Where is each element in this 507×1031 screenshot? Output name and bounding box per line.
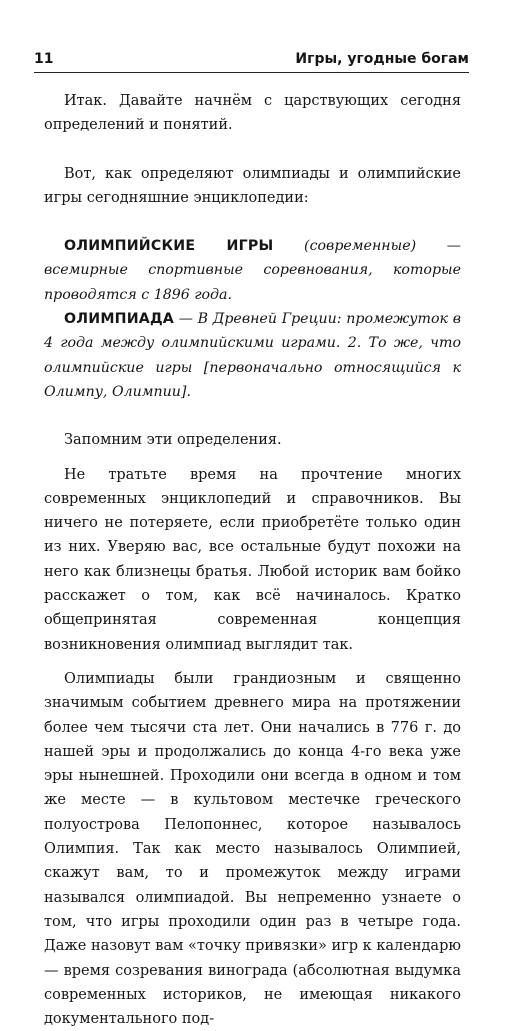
paragraph-remember: Запомним эти определения. xyxy=(64,432,282,449)
paragraph-encyclopedias: Вот, как определяют олимпиады и олимпийские игры сегодняшние энциклопедии: xyxy=(44,165,461,206)
definition-olympic-games xyxy=(44,234,461,307)
paragraph-olympiad-history: Олимпиады были грандиозным и священно значимым событием древнего мира на протяжении более чем тысячи стa лет. Они начались в 776 г. до нашей эры и продолжались до конца 4-го века уже эры нынешней. Проходили они всегда в одном и том же месте — в культовом местечке греческого полуострова Пелопоннес, которое называлось Олимпия. Так как место называлось Олимпией, скажут вам, то и промежуток между играми назывался олимпиадой. Вы непременно узнаете о том, что игры проходили один раз в четыре года. Даже назовут вам «точку привязки» игр к календарю — время созревания винограда (абсолютная выдумка современных историков, не имеющая никакого документального под- xyxy=(44,670,461,1028)
definition-term: ОЛИМПИЙСКИЕ ИГРЫ xyxy=(64,238,274,255)
definition-text: — В Древней Греции: промежуток в 4 года между олимпийскими играми. 2. То же, что олимпийские игры [первоначально относящийся к Олимпу, Олимпии]. xyxy=(44,311,461,400)
paragraph-encyclopedias-advice: Не тратьте время на прочтение многих современных энциклопедий и справочников. Вы ничего не потеряете, если приобретёте только один из них. Уверяю вас, все остальные будут похожи на него как близнецы братья. Любой историк вам бойко расскажет о том, как всё начиналось. Кратко общепринятая современная концепция возникновения олимпиад выглядит так. xyxy=(44,466,461,653)
paragraph-intro: Итак. Давайте начнём с царствующих сегодня определений и понятий. xyxy=(44,93,461,134)
definition-olympiad xyxy=(44,307,461,404)
page-body xyxy=(44,89,461,1031)
running-header xyxy=(34,48,469,73)
page-number: 11 xyxy=(34,51,54,67)
running-title: Игры, угодные богам xyxy=(295,51,469,67)
definition-term: ОЛИМПИАДА xyxy=(64,311,174,328)
definition-text: (современные) — всемирные спортивные соревнования, которые проводятся с 1896 года. xyxy=(44,238,461,303)
